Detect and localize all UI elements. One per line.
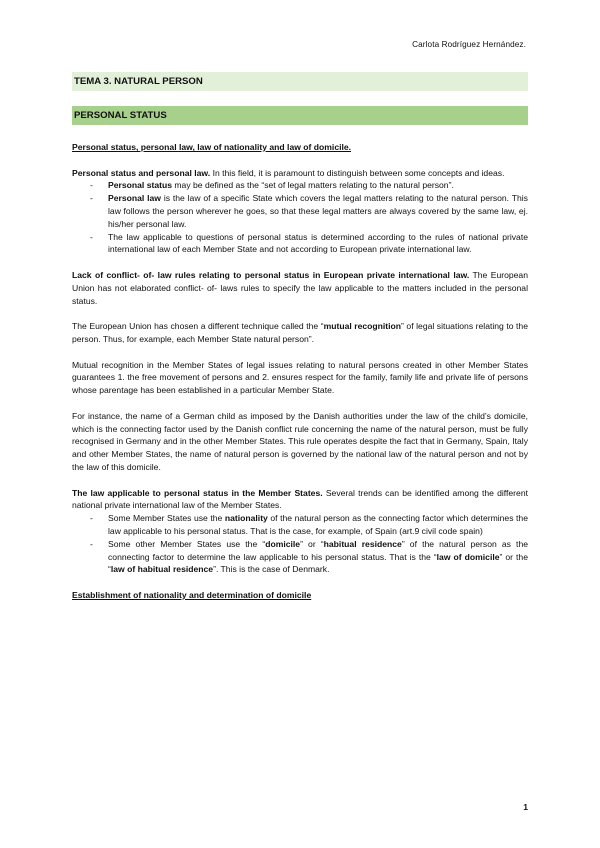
page-number: 1 [523, 802, 528, 812]
document-body [72, 141, 528, 602]
section-heading: Personal status, personal law, law of nationality and law of domicile. [72, 142, 352, 152]
list-item: - Some other Member States use the “domicile” or “habitual residence” of the natural person as the connecting factor to determine the law applicable to his personal status. That is the “law of domicile” or the “law of habitual residence”. This is the case of Denmark. [108, 538, 528, 576]
bullet-list [72, 179, 528, 256]
list-item: - Some Member States use the nationality of the natural person as the connecting factor which determines the law applicable to his personal status. That is the case, for example, of Spain (art.9 civil code spain) [108, 512, 528, 538]
bold-lead: Personal status and personal law. [72, 167, 211, 178]
paragraph: For instance, the name of a German child as imposed by the Danish authorities under the law of the child’s domicile, which is the connecting factor used by the Danish conflict rule concerning the name of the natural person, must be fully recognised in Germany and in the other Member States. This rule operates despite the fact that in Germany, Spain, Italy and other Member States, the name of natural person is governed by the national law of the natural person and not by the law of this domicile. [72, 410, 528, 472]
paragraph: The law applicable to personal status in the Member States. Several trends can be identified among the different national private international law of the Member States. [72, 487, 528, 511]
paragraph: The European Union has chosen a different technique called the “mutual recognition” of legal situations relating to the person. Thus, for example, each Member State natural person”. [72, 321, 528, 344]
section-banner: PERSONAL STATUS [72, 106, 528, 125]
list-item: - The law applicable to questions of personal status is determined according to the rules of national private international law of each Member State and not according to European private international law. [108, 231, 528, 257]
topic-banner: TEMA 3. NATURAL PERSON [72, 72, 528, 91]
list-item: - Personal status may be defined as the “set of legal matters relating to the natural person”. [108, 179, 528, 192]
paragraph: Personal status and personal law. In this field, it is paramount to distinguish between some concepts and ideas. [72, 167, 505, 178]
paragraph: Mutual recognition in the Member States of legal issues relating to natural persons created in other Member States guarantees 1. the free movement of persons and 2. ensures respect for the family, family life and private life of persons whose parentage has been established in a particular Member State. [72, 359, 528, 396]
list-item: - Personal law is the law of a specific State which covers the legal matters relating to the natural person. This law follows the person wherever he goes, so that these legal matters are always covered by the same law, ej. his/her personal law. [108, 192, 528, 230]
bullet-list [72, 512, 528, 576]
section-heading: Establishment of nationality and determination of domicile [72, 589, 312, 600]
author-name: Carlota Rodríguez Hernández. [412, 40, 526, 49]
paragraph: Lack of conflict- of- law rules relating to personal status in European private international law. The European Union has not elaborated conflict- of- laws rules to specify the law applicable to the matters included in the personal status. [72, 269, 528, 306]
